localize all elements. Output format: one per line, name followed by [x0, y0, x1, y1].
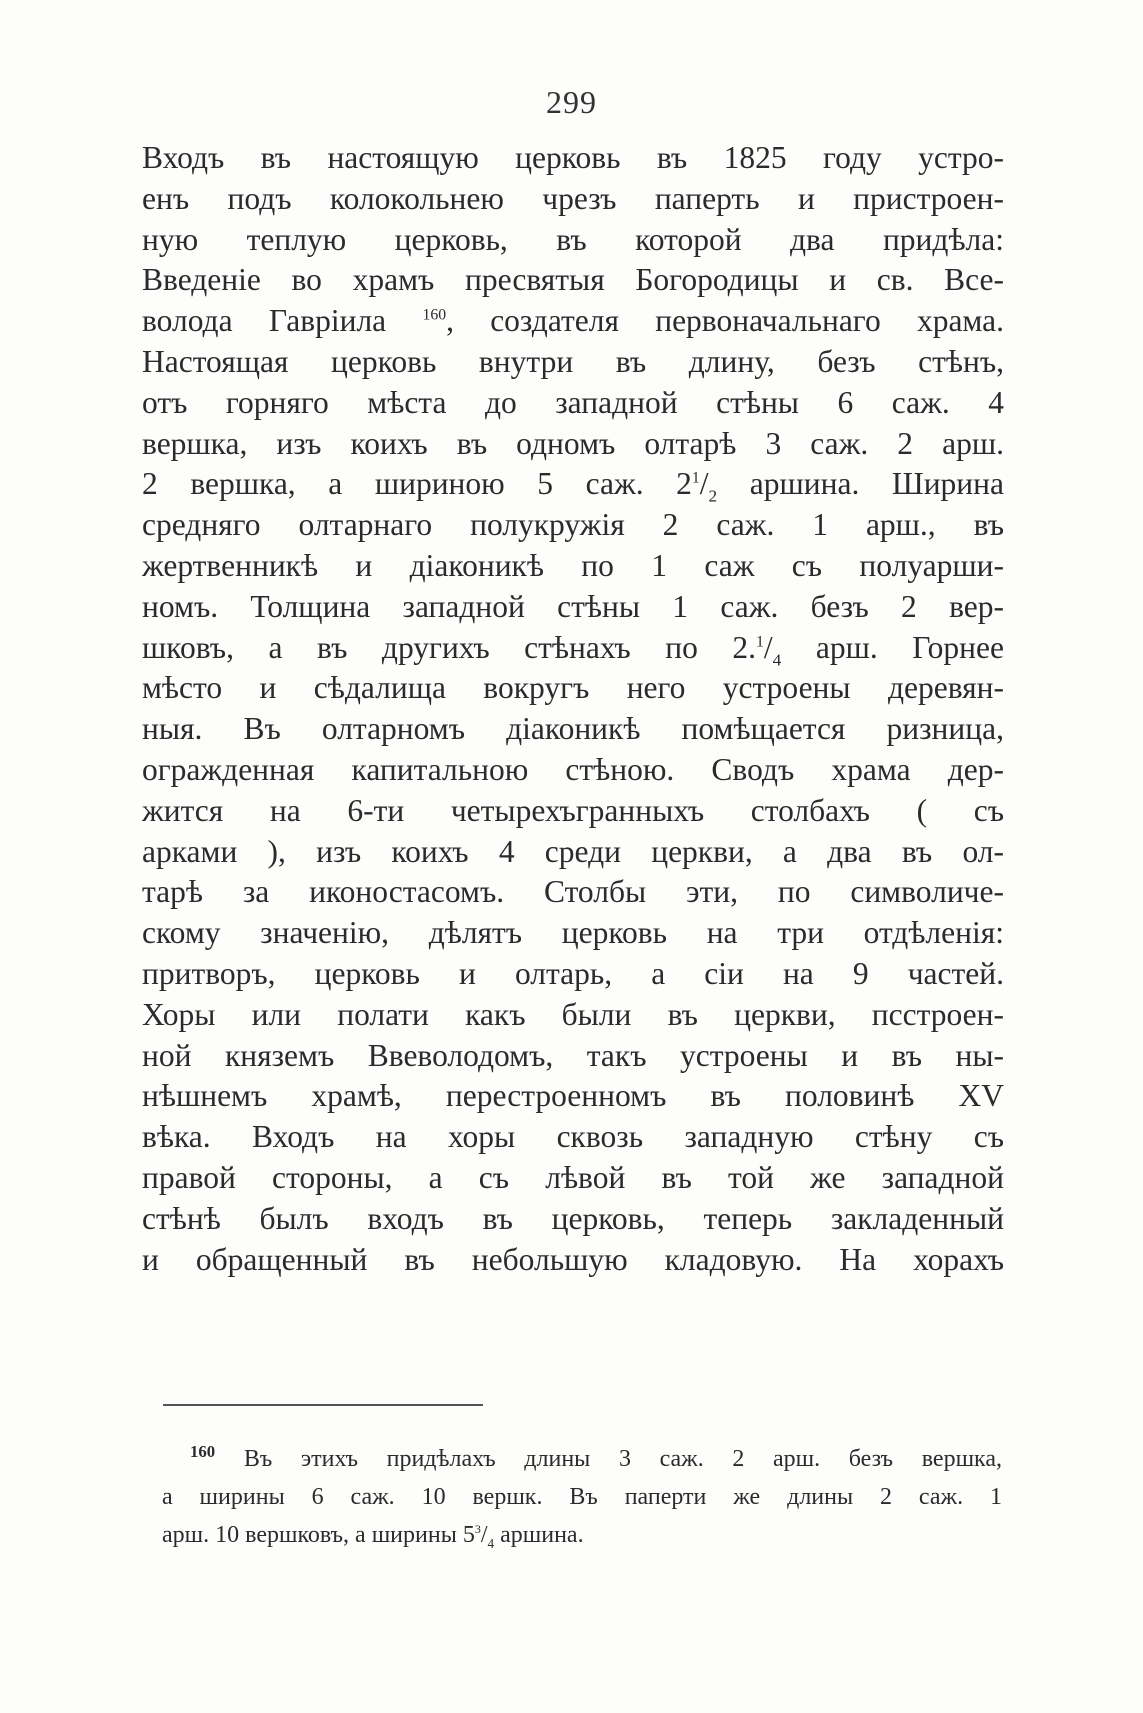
text-line: правой стороны, а съ лѣвой въ той же западной [142, 1159, 1004, 1195]
text-segment: арш. Горнее [781, 629, 1004, 665]
text-line: стѣнѣ былъ входъ въ церковь, теперь закладенный [142, 1200, 1004, 1236]
text-line: номъ. Толщина западной стѣны 1 саж. безъ 2 вер- [142, 588, 1004, 624]
text-segment: шковъ, а въ другихъ стѣнахъ по 2. [142, 629, 757, 665]
text-line: средняго олтарнаго полукружія 2 саж. 1 арш., въ [142, 507, 1004, 543]
footnote-text: Въ этихъ придѣлахъ длины 3 саж. 2 арш. безъ вершка, [243, 1446, 1002, 1472]
text-line: тарѣ за иконостасомъ. Столбы эти, по символиче- [142, 874, 1004, 910]
text-line: огражденная капитальною стѣною. Сводъ храма дер- [142, 751, 1004, 787]
text-line: скому значенію, дѣлятъ церковь на три отдѣленія: [142, 915, 1004, 951]
text-line: вѣка. Входъ на хоры сквозь западную стѣну съ [142, 1119, 1004, 1155]
fraction-numerator: 3 [474, 1522, 481, 1536]
fraction-separator: / [763, 629, 773, 665]
fraction-separator: / [480, 1522, 488, 1548]
footnote-line [162, 1516, 1002, 1554]
main-text [142, 138, 1004, 1280]
fraction-numerator: 1 [756, 633, 764, 651]
footnote-text: арш. 10 вершковъ, а ширины 5 [162, 1522, 475, 1548]
text-line: 2 вершка, а шириною 5 саж. $2^1/_2$ аршина. Ширина [142, 466, 1004, 506]
text-line [142, 301, 1004, 342]
text-line: ную теплую церковь, въ которой два придѣла: [142, 221, 1004, 257]
text-line: ныя. Въ олтарномъ діаконикѣ помѣщается ризница, [142, 711, 1004, 747]
text-line: арками ), изъ коихъ 4 среди церкви, а два въ ол- [142, 833, 1004, 869]
text-line: жертвенникѣ и діаконикѣ по 1 саж съ полуарши- [142, 547, 1004, 583]
text-line: Настоящая церковь внутри въ длину, безъ стѣнъ, [142, 343, 1004, 379]
text-line: притворъ, церковь и олтарь, а сіи на 9 частей. [142, 955, 1004, 991]
text-segment: волода Гавріила [142, 303, 387, 339]
text-line: ной княземъ Ввеволодомъ, такъ устроены и въ ны- [142, 1037, 1004, 1073]
footnote-divider [163, 1404, 483, 1406]
text-segment: , создателя первоначальнаго храма. [446, 303, 1004, 339]
text-line: Входъ въ настоящую церковь въ 1825 году устро- [142, 140, 1004, 175]
fraction-numerator: 1 [691, 469, 700, 487]
text-line: нѣшнемъ храмѣ, перестроенномъ въ половинѣ XV [142, 1078, 1004, 1114]
page-number: 299 [546, 84, 597, 120]
footnote-marker: 160 [190, 1442, 216, 1461]
footnote [162, 1440, 1002, 1554]
text-segment: 2 вершка, а шириною 5 саж. 2 [142, 466, 692, 502]
footnote-line: а ширины 6 саж. 10 вершк. Въ паперти же длины 2 саж. 1 [162, 1484, 1002, 1510]
text-line: вершка, изъ коихъ въ одномъ олтарѣ 3 саж. 2 арш. [142, 425, 1004, 461]
text-segment: аршина. Ширина [717, 466, 1004, 502]
text-line [142, 628, 1004, 669]
fraction-denominator: 2 [708, 486, 718, 506]
fraction-denominator: 4 [772, 649, 782, 669]
footnote-reference: 160 [422, 306, 447, 324]
fraction-denominator: 4 [487, 1535, 495, 1551]
text-line: отъ горняго мѣста до западной стѣны 6 саж. 4 [142, 384, 1004, 420]
text-line: жится на 6-ти четырехъгранныхъ столбахъ ( съ [142, 792, 1004, 828]
text-line: Введеніе во храмъ пресвятыя Богородицы и св. Все- [142, 262, 1004, 298]
text-line: и обращенный въ небольшую кладовую. На хорахъ [142, 1241, 1004, 1277]
text-line: Хоры или полати какъ были въ церкви, псстроен- [142, 996, 1004, 1032]
text-line: мѣсто и сѣдалища вокругъ него устроены деревян- [142, 670, 1004, 706]
footnote-text: аршина. [494, 1522, 584, 1548]
footnote-line [190, 1440, 1002, 1478]
text-line: енъ подъ колокольнею чрезъ паперть и пристроен- [142, 180, 1004, 216]
